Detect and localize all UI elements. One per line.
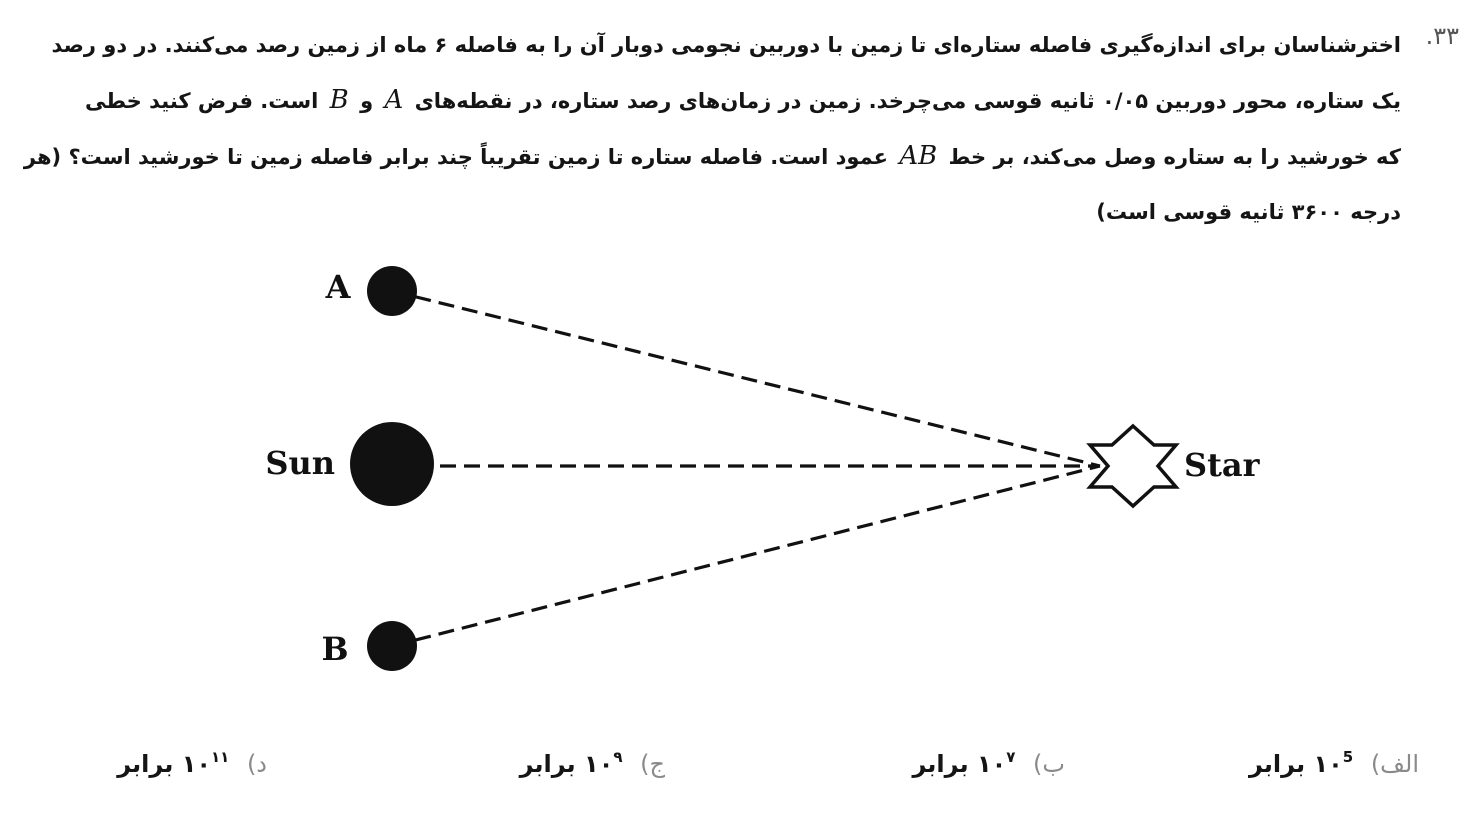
label-star: Star [1184,446,1260,484]
conjunction: و [360,89,374,113]
question-line-1: اخترشناسان برای اندازه‌گیری فاصله ستاره‌ای تا زمین با دوربین نجومی دوبار آن را به فاصله ۶ ماه از زمین رصد می‌کنند. در دو رصد [51,33,1401,57]
option-alef-value [1249,750,1353,778]
option-alef-base: ۱۰ [1313,750,1343,778]
option-be-letter: ب) [1033,750,1065,778]
question-line-3-part1: که خورشید را به ستاره وصل می‌کند، بر خط [948,145,1401,169]
question-line-2-part1: یک ستاره، محور دوربین ۰/۰۵ ثانیه قوسی می‌چرخد. زمین در زمان‌های رصد ستاره، در نقطه‌های [414,89,1401,113]
option-be-word: برابر [912,750,969,778]
question-number: ۳۳. [1425,22,1459,50]
variable-ab: AB [899,141,938,171]
option-be-exponent: ۷ [1006,748,1016,766]
variable-b: B [329,85,349,115]
option-dal-word: برابر [117,750,174,778]
answer-options [0,732,1473,782]
option-jim[interactable] [520,732,665,789]
option-jim-value [520,750,623,778]
sight-line-b [392,466,1100,646]
earth-position-a [367,266,417,316]
variable-a: A [384,85,404,115]
option-jim-word: برابر [519,750,576,778]
option-be-base: ۱۰ [976,750,1007,778]
label-b: B [321,630,349,668]
option-dal-value [117,750,229,778]
option-be-value [912,750,1015,778]
option-jim-letter: ج) [640,750,665,778]
option-dal[interactable] [117,732,267,789]
option-alef[interactable] [1249,732,1419,789]
sight-lines [392,291,1100,646]
question-line-4: درجه ۳۶۰۰ ثانیه قوسی است) [1096,200,1401,224]
option-dal-exponent: ۱۱ [210,748,230,766]
option-dal-letter: د) [246,750,267,778]
label-sun: Sun [265,444,335,482]
option-alef-word: برابر [1248,750,1306,778]
option-alef-letter: الف) [1370,750,1419,778]
question-line-3-part2: عمود است. فاصله ستاره تا زمین تقریباً چند برابر فاصله زمین تا خورشید است؟ (هر [23,145,888,169]
label-a: A [325,268,351,306]
sun-disc [350,422,434,506]
option-dal-base: ۱۰ [181,750,211,778]
question-line-2-part2: است. فرض کنید خطی [84,89,319,113]
option-alef-exponent: 5 [1342,748,1354,766]
option-be[interactable] [912,732,1065,789]
earth-position-b [367,621,417,671]
star-icon [1090,426,1176,506]
sight-line-a [392,291,1100,466]
option-jim-exponent: ۹ [613,748,623,766]
option-jim-base: ۱۰ [584,750,614,778]
